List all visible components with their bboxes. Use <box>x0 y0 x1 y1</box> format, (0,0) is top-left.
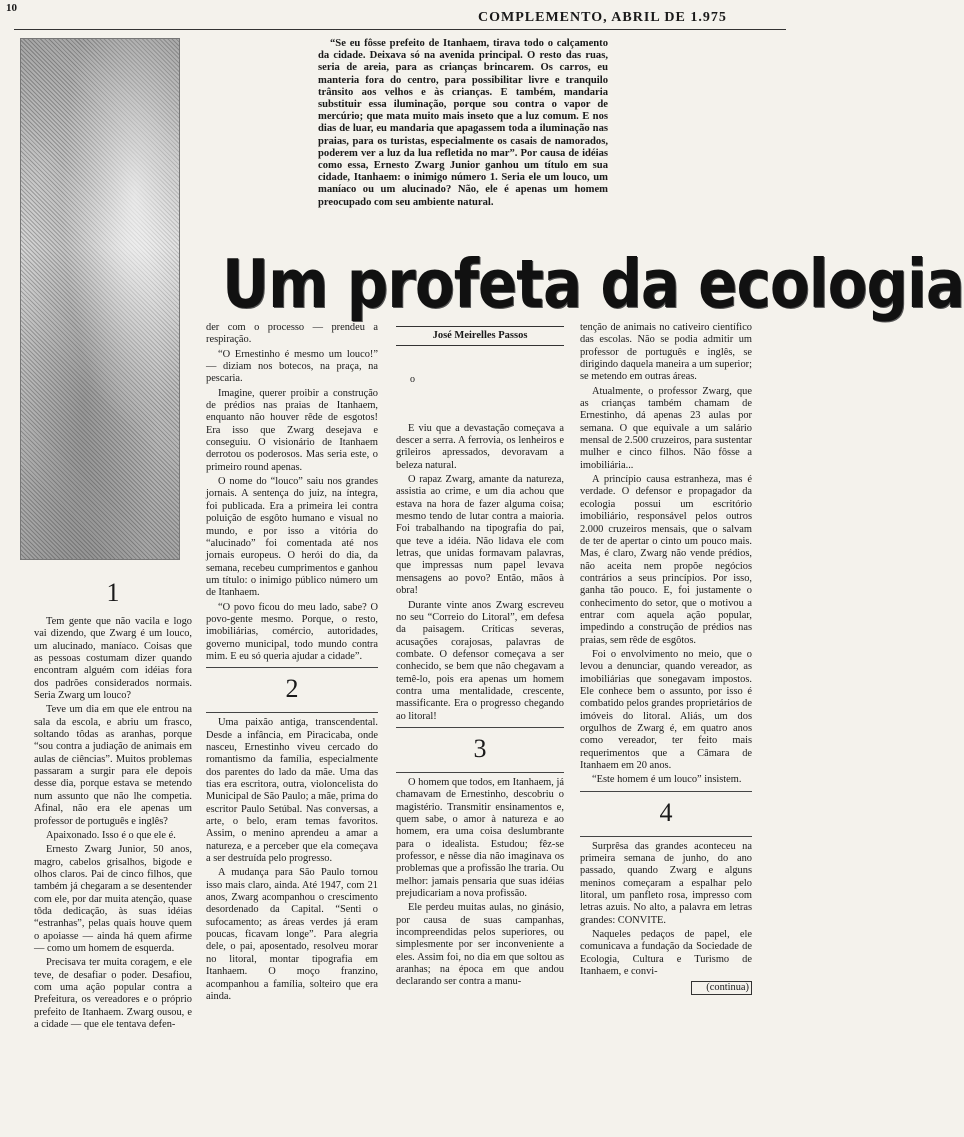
headline: Um profeta da ecologia <box>222 244 964 324</box>
page-number: 10 <box>6 2 17 14</box>
section-number: 4 <box>659 797 673 827</box>
paragraph: der com o processo — prendeu a respiração. <box>206 322 378 346</box>
column-2 <box>206 322 378 1005</box>
section-rule <box>206 667 378 668</box>
column-3 <box>396 326 564 991</box>
continues-note <box>580 981 752 995</box>
column-1 <box>34 572 192 1033</box>
header-rule <box>14 29 786 30</box>
paragraph: O nome do “louco” saiu nos grandes jornais. A sentença do juiz, na íntegra, foi publicada. Era a primeira lei contra poluição de esgôto humano e visual no mundo, e por isso a vitória do “alucinado” foi comentada até nos jornais europeus. O herói do dia, da semana, recebeu cumprimentos e ganhou um título: o inimigo público número um de Itanhaem. <box>206 476 378 599</box>
paragraph: A princípio causa estranheza, mas é verdade. O defensor e propagador da ecologia possui um escritório imobiliário, responsável pelos outros 2.000 cruzeiros mensais, que o salvam de ter de apertar o cinto um pouco mais. Mas, é claro, Zwarg não vende prédios, não aceita nem propõe negócios contrários a seus princípios. Por isso, ganha tão pouco. E, foi justamente o conhecimento do setor, que o motivou a entrar com aquela ação popular, impedindo a construção de prédios nas praias, sem rêde de esgôtos. <box>580 474 752 646</box>
paragraph: Precisava ter muita coragem, e ele teve, de desafiar o poder. Desafiou, com uma ação popular contra a Prefeitura, os vereadores e o próprio prefeito de Itanhaem. Zwarg ousou, e a cidade — que ele tentava defen- <box>34 957 192 1030</box>
portrait-photo <box>20 38 180 560</box>
continues-label: (continua) <box>691 981 752 995</box>
paragraph: Apaixonado. Isso é o que ele é. <box>46 829 176 841</box>
intro-paragraph: “Se eu fôsse prefeito de Itanhaem, tirava todo o calçamento da cidade. Deixava só na avenida principal. O resto das ruas, seria de areia, para as crianças brincarem. Os carros, eu manteria fora do centro, para possibilitar livre e tranquilo trânsito aos velhos e às crianças. E também, mandaria substituir essa iluminação, porque sou contra o vapor de mercúrio; que mata muito mais inseto que a luz comum. E nos dias de luar, eu mandaria que apagassem toda a iluminação nas praias, para os turistas, especialmente os casais de namorados, poderem ver a luz da lua refletida no mar”. Por causa de idéias como essa, Ernesto Zwarg Junior ganhou um título em sua cidade, Itanhaem: o inimigo número 1. Seria ele um louco, um maníaco ou um alucinado? Não, ele é apenas um homem preocupado com seu ambiente natural. <box>318 38 608 208</box>
section-rule <box>206 712 378 713</box>
paragraph: Imagine, querer proibir a construção de prédios nas praias de Itanhaem, enquanto não houver rêde de esgotos! Era isso que Zwarg desejava e conseguiu. O visionário de Itanhaem derrotou os poderosos. Mas seria este, o primeiro round apenas. <box>206 387 378 473</box>
section-number: 2 <box>285 674 299 704</box>
paragraph: Teve um dia em que ele entrou na sala da escola, e abriu um frasco, soltando tôdas as aranhas, porque “sou contra a judiação de animais em aulas de ciências”. Muitos problemas passaram a surgir para ele depois desse dia, porque estava se metendo num assunto que não lhe competia. Afinal, não era ele apenas um professor de português e inglês? <box>34 704 192 827</box>
paragraph: Tem gente que não vacila e logo vai dizendo, que Zwarg é um louco, um alucinado, maníaco. Coisas que as pessoas costumam dizer quando encontram alguém com idéias fora dos padrões considerados normais. Seria Zwarg um louco? <box>34 616 192 702</box>
ornament: o <box>410 374 415 386</box>
section-number: 3 <box>473 733 487 763</box>
paragraph: Naqueles pedaços de papel, ele comunicava a fundação da Sociedade de Ecologia, Cultura e Turismo de Itanhaem, e convi- <box>580 929 752 978</box>
section-rule <box>396 772 564 773</box>
byline: José Meirelles Passos <box>396 326 564 346</box>
paragraph: “O Ernestinho é mesmo um louco!” — diziam nos botecos, na praça, na pescaria. <box>206 348 378 385</box>
paragraph: Durante vinte anos Zwarg escreveu no seu “Correio do Litoral”, em defesa da paisagem. Críticas severas, acusações corajosas, palavras de combate. O defensor começava a ser conhecido, se bem que não chegavam a temê-lo, pois era apenas um homem contra uma mentalidade, crescente, massificante. Era o progresso chegando ao litoral! <box>396 599 564 722</box>
intro-lead <box>318 38 608 209</box>
paragraph: O homem que todos, em Itanhaem, já chamavam de Ernestinho, descobriu o magistério. Transmitir ensinamentos e, quem sabe, o amor à natureza e ao homem, era uma coisa deslumbrante para o idealista. Estudou; fêz-se professor, e nêsse dia não imaginava os problemas que a profissão lhe traria. Ou melhor: jamais pensaria que suas idéias prejudicariam a nova profissão. <box>396 776 564 900</box>
paragraph: Ele perdeu muitas aulas, no ginásio, por causa de suas campanhas, incompreendidas pelos superiores, ou simplesmente por ser inconveniente a eles. Assim foi, no dia em que soltou as aranhas; na época em que andou declarando ser contra a manu- <box>396 902 564 988</box>
section-rule <box>396 727 564 728</box>
paragraph: tenção de animais no cativeiro científico das escolas. Não se podia admitir um professor de português e inglês, se dirigindo daquela maneira a um superior; se metendo em outras áreas. <box>580 322 752 383</box>
page-header-title: COMPLEMENTO, ABRIL DE 1.975 <box>478 10 727 25</box>
paragraph: O rapaz Zwarg, amante da natureza, assistia ao crime, e um dia achou que estava na hora de fazer alguma coisa; mesmo tendo de lutar contra a maioria. Foi trabalhando na tipografia do pai, que teve a idéia. Não lidava ele com letras, que unidas formavam palavras, que impressas num papel levava mensagens ao povo? Então, mãos à obra! <box>396 474 564 597</box>
paragraph: Ernesto Zwarg Junior, 50 anos, magro, cabelos grisalhos, bigode e olhos claros. Pai de cinco filhos, que também já chegaram a se desentender com ele, por dar muita atenção, quase tôda dedicação, às suas idéias “estranhas”, pelas quais houve quem o apoiasse — ainda há quem afirme — como um homem de esquerda. <box>34 844 192 954</box>
paragraph: A mudança para São Paulo tornou isso mais claro, ainda. Até 1947, com 21 anos, Zwarg acompanhou o crescimento desordenado da Capital. “Senti o sufocamento; as áreas verdes já eram poucas, ficavam longe”. Para alegria dele, o pai, aposentado, resolveu morar no litoral, montar tipografia em Itanhaem. O moço franzino, acompanhou a família, solteiro que era ainda. <box>206 867 378 1002</box>
section-rule <box>580 791 752 792</box>
paragraph: Surprêsa das grandes aconteceu na primeira semana de junho, do ano passado, quando Zwarg e alguns meninos começaram a espalhar pelo litoral, um panfleto rosa, impresso com letras azuis. No alto, a palavra em letras grandes: CONVITE. <box>580 840 752 926</box>
paragraph: “O povo ficou do meu lado, sabe? O povo-gente mesmo. Porque, o resto, imobiliárias, comércio, autoridades, governo municipal, todo mundo contra mim. E eu só queria ajudar a cidade”. <box>206 601 378 662</box>
section-rule <box>580 836 752 837</box>
section-number: 1 <box>106 578 120 607</box>
paragraph: Atualmente, o professor Zwarg, que as crianças também chamam de Ernestinho, dá apenas 23 aulas por semana. O que equivale a um salário mensal de 2.500 cruzeiros, para sustentar mulher e cinco filhos. Não fôsse a imobiliária... <box>580 385 752 471</box>
paragraph: Foi o envolvimento no meio, que o levou a denunciar, quando vereador, as imobiliárias que sonegavam impostos. Ele conhece bem o assunto, por isso é combatido pelos grandes proprietários de imóveis do litoral. Aliás, um dos orgulhos de Zwarg é, em quatro anos como vereador, ter feito mais requerimentos que a Câmara de Itanhaem em 20 anos. <box>580 648 752 772</box>
column-4 <box>580 322 752 997</box>
paragraph: “Este homem é um louco” insistem. <box>592 774 742 786</box>
paragraph: Uma paixão antiga, transcendental. Desde a infância, em Piracicaba, onde nasceu, Ernestinho viveu cercado do romantismo da família, especialmente dos parentes do lado da mãe. Uma das tias era escritora, outra, violoncelista do Municipal de São Paulo; a mãe, prima do escritor Paulo Setúbal. Nas conversas, a arte, o belo, eram temas favoritos. Assim, o menino aprendeu a amar a natureza, e a perceber que ela começava a ser destruída pelo progresso. <box>206 717 378 865</box>
paragraph: E viu que a devastação começava a descer a serra. A ferrovia, os lenheiros e grileiros apressados, devoravam a beleza natural. <box>396 422 564 471</box>
